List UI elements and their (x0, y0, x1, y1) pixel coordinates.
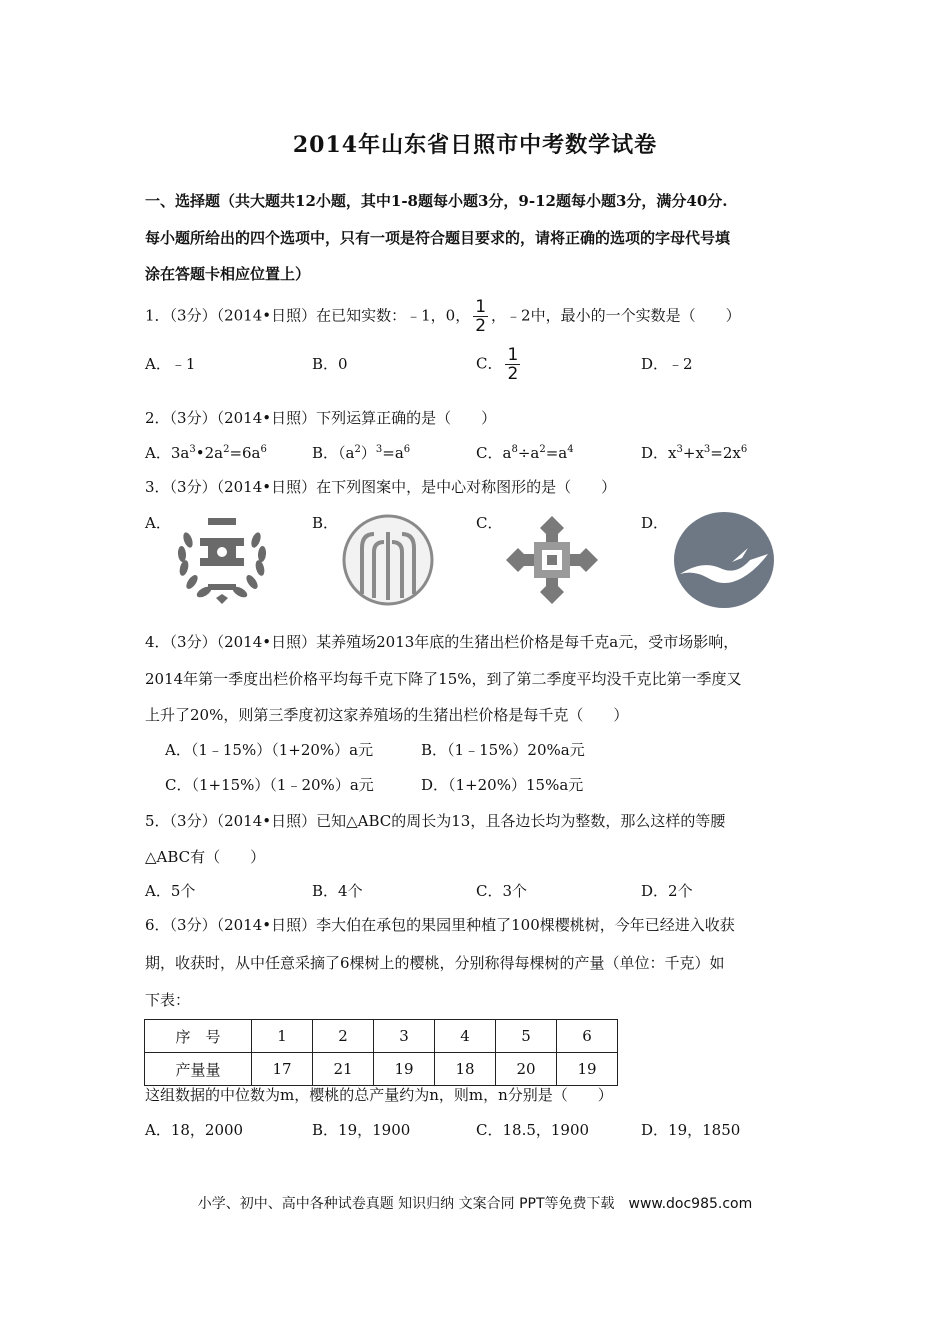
table-cell: 19 (374, 1053, 435, 1086)
q1-option-d: D．﹣2 (641, 355, 693, 373)
section-heading-line1: 一、选择题（共大题共12小题，其中1-8题每小题3分，9-12题每小题3分，满分40分. (145, 192, 728, 210)
q4-option-a: A．（1﹣15%）（1+20%）a元 (165, 741, 374, 759)
fraction-half-option: $\frac{1}{2}$ (507, 345, 519, 384)
q6-option-c: C．18.5，1900 (476, 1121, 590, 1139)
yield-table (144, 1019, 618, 1086)
table-cell: 18 (435, 1053, 496, 1086)
q2-option-a: A．$3a^3•2a^2=6a^6$ (145, 444, 267, 462)
q5-option-d: D．2个 (641, 882, 693, 900)
q3-option-b-label: B． (312, 514, 339, 532)
q1-option-c: C． $\frac{1}{2}$ (476, 345, 519, 384)
table-cell: 19 (557, 1053, 618, 1086)
question-6-line2: 期，收获时，从中任意采摘了6棵树上的樱桃，分别称得每棵树的产量（单位：千克）如 (145, 954, 725, 972)
q5-option-a: A．5个 (145, 882, 196, 900)
wave-circle-figure (672, 510, 776, 610)
circle-arch-figure (340, 512, 436, 608)
table-cell: 20 (496, 1053, 557, 1086)
question-6-after-table: 这组数据的中位数为m，樱桃的总产量约为n，则m，n分别是（ ） (145, 1086, 613, 1104)
question-6-line3: 下表： (145, 991, 191, 1009)
table-cell: 1 (252, 1020, 313, 1053)
q1-option-a: A．﹣1 (145, 355, 196, 373)
q4-option-c: C．（1+15%）（1﹣20%）a元 (165, 776, 374, 794)
q3-option-d-label: D． (641, 514, 669, 532)
question-2-stem: 2．（3分）（2014•日照）下列运算正确的是（ ） (145, 409, 497, 427)
q3-option-c-label: C． (476, 514, 503, 532)
question-1-stem (145, 298, 741, 335)
q6-option-b: B．19，1900 (312, 1121, 411, 1139)
table-cell: 2 (313, 1020, 374, 1053)
table-header-cell: 序 号 (145, 1020, 252, 1053)
table-cell: 6 (557, 1020, 618, 1053)
fraction-half: $\frac{1}{2}$ (475, 297, 487, 336)
question-3-stem: 3．（3分）（2014•日照）在下列图案中，是中心对称图形的是（ ） (145, 478, 617, 496)
question-4-line1: 4．（3分）（2014•日照）某养殖场2013年底的生猪出栏价格是每千克a元，受市场影响， (145, 633, 739, 651)
q5-option-c: C．3个 (476, 882, 528, 900)
q4-option-b: B．（1﹣15%）20%a元 (421, 741, 585, 759)
table-row (145, 1053, 618, 1086)
wreath-emblem-figure (172, 510, 272, 606)
cross-pattern-figure (504, 514, 600, 606)
q2-option-d: D．$x^3+x^3=2x^6$ (641, 444, 748, 462)
q2-option-b: B．$(a^2)^3=a^6$ (312, 444, 411, 462)
table-header-cell: 产量量 (145, 1053, 252, 1086)
table-row (145, 1020, 618, 1053)
q2-option-c: C．$a^8\div a^2=a^4$ (476, 444, 574, 462)
q4-option-d: D．（1+20%）15%a元 (421, 776, 584, 794)
footer-text: 小学、初中、高中各种试卷真题 知识归纳 文案合同 PPT等免费下载 www.doc985.com (197, 1196, 753, 1212)
question-6-line1: 6．（3分）（2014•日照）李大伯在承包的果园里种植了100棵樱桃树，今年已经进入收获 (145, 916, 735, 934)
q5-option-b: B．4个 (312, 882, 363, 900)
question-4-line2: 2014年第一季度出栏价格平均每千克下降了15%，到了第二季度平均没千克比第一季度又 (145, 670, 742, 688)
section-heading-line2: 每小题所给出的四个选项中，只有一项是符合题目要求的，请将正确的选项的字母代号填 (145, 229, 731, 247)
q1-option-b: B．0 (312, 355, 348, 373)
question-1-text-b: ，﹣2中，最小的一个实数是（ ） (491, 306, 741, 325)
question-5-line1: 5．（3分）（2014•日照）已知△ABC的周长为13，且各边长均为整数，那么这样的等腰 (145, 812, 726, 830)
table-cell: 4 (435, 1020, 496, 1053)
table-cell: 3 (374, 1020, 435, 1053)
question-1-text-a: 1．（3分）（2014•日照）在已知实数：﹣1，0， (145, 306, 471, 325)
table-cell: 21 (313, 1053, 374, 1086)
question-5-line2: △ABC有（ ） (145, 848, 266, 866)
page-title: 2014年山东省日照市中考数学试卷 (292, 132, 658, 158)
table-cell: 5 (496, 1020, 557, 1053)
q3-option-a-label: A． (145, 514, 171, 532)
question-4-line3: 上升了20%，则第三季度初这家养殖场的生猪出栏价格是每千克（ ） (145, 706, 629, 724)
section-heading-line3: 涂在答题卡相应位置上） (145, 265, 311, 283)
q6-option-d: D．19，1850 (641, 1121, 741, 1139)
q6-option-a: A．18，2000 (145, 1121, 244, 1139)
table-cell: 17 (252, 1053, 313, 1086)
